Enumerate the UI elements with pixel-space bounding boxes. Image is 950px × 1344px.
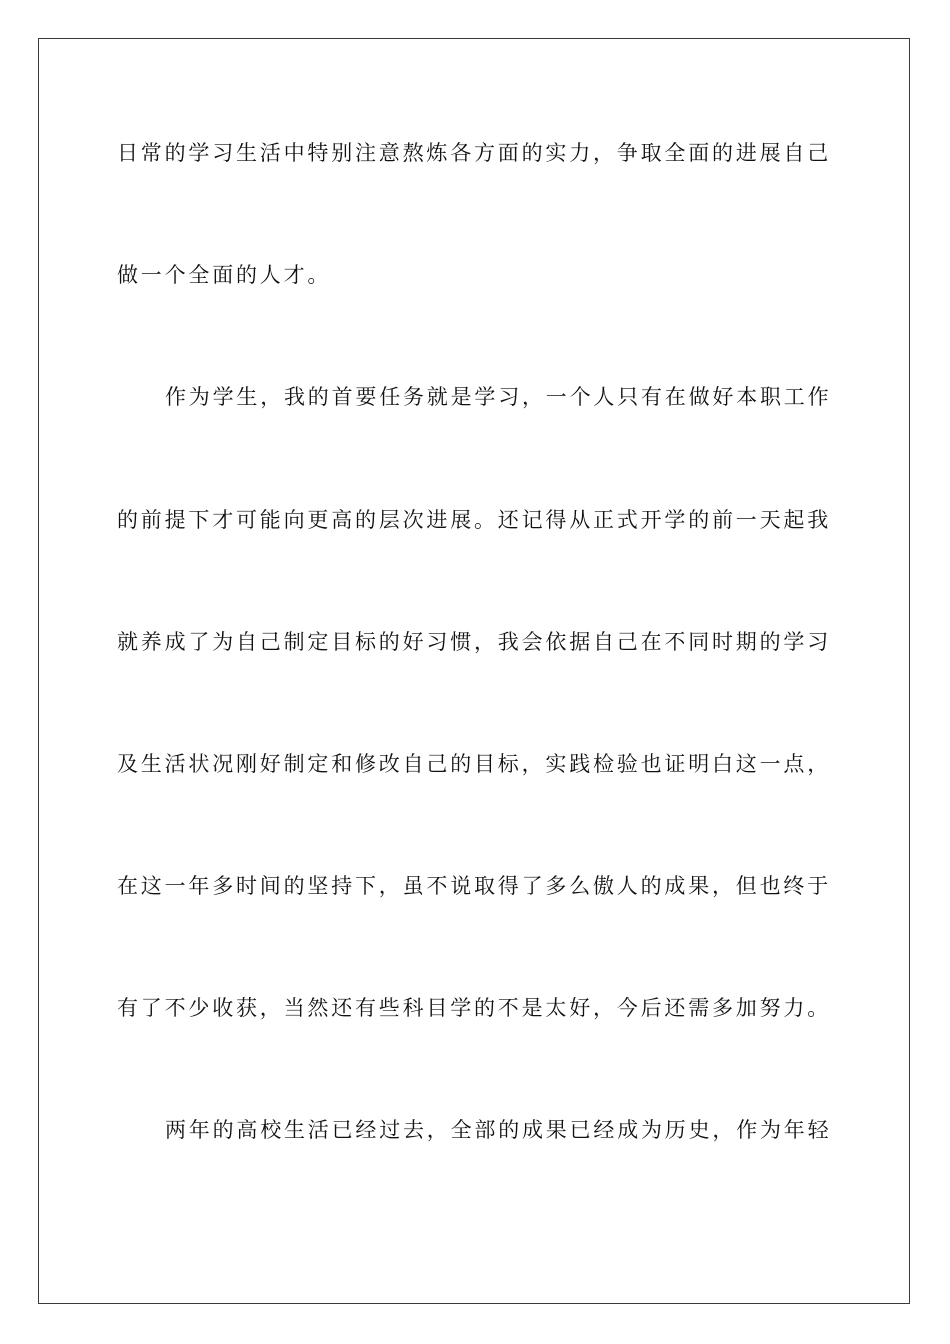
- text-line-8: 有了不少收获，当然还有些科目学的不是太好，今后还需多加努力。: [117, 996, 831, 1020]
- text-line-3: 作为学生，我的首要任务就是学习，一个人只有在做好本职工作: [165, 385, 832, 409]
- text-line-5: 就养成了为自己制定目标的好习惯，我会依据自己在不同时期的学习: [117, 630, 831, 654]
- text-line-4: 的前提下才可能向更高的层次进展。还记得从正式开学的前一天起我: [117, 508, 831, 532]
- text-line-1: 日常的学习生活中特别注意熬炼各方面的实力，争取全面的进展自己: [117, 141, 831, 165]
- text-line-6: 及生活状况刚好制定和修改自己的目标，实践检验也证明白这一点，: [117, 752, 831, 776]
- text-line-9: 两年的高校生活已经过去，全部的成果已经成为历史，作为年轻: [165, 1118, 832, 1142]
- text-line-7: 在这一年多时间的坚持下，虽不说取得了多么傲人的成果，但也终于: [117, 874, 831, 898]
- page-border: [38, 38, 910, 1304]
- text-line-2: 做一个全面的人才。: [117, 263, 332, 287]
